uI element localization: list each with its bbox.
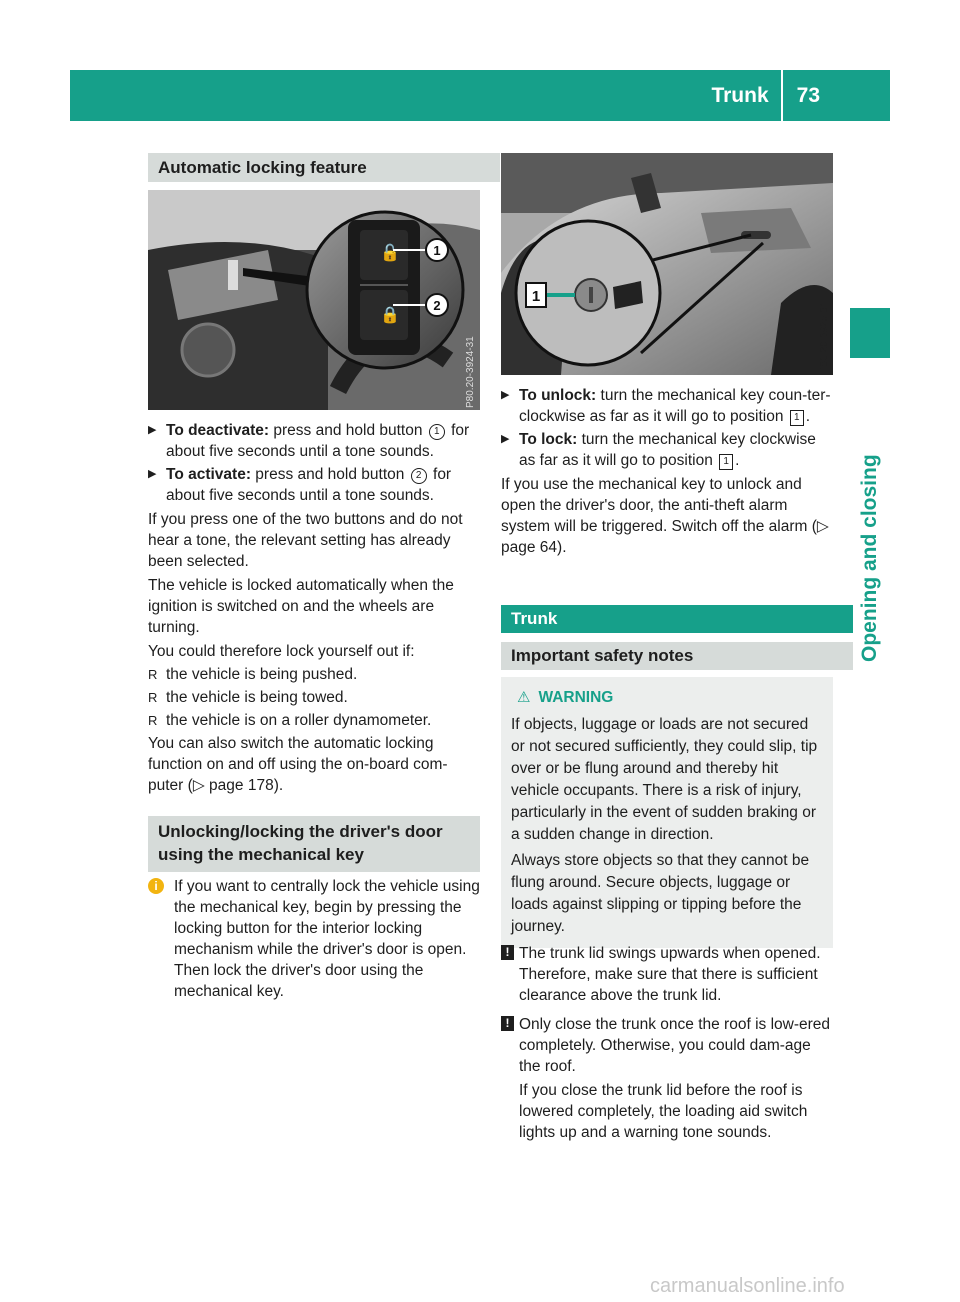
section-heading-mechanical-key: [148, 816, 480, 872]
paragraph-text: If you use the mechanical key to unlock and open the driver's door, the anti-theft alarm system will be triggered. Switch off the alarm (: [501, 476, 817, 535]
list-item-text: the vehicle is being towed.: [166, 689, 348, 706]
left-body: [148, 420, 480, 796]
list-item: [148, 710, 480, 731]
page-header: [711, 70, 820, 121]
heading-text: Automatic locking feature: [158, 158, 367, 177]
warning-header: [517, 687, 823, 708]
paragraph-anti-theft: [501, 474, 833, 558]
info-note: [148, 876, 480, 1002]
step-lock: [501, 429, 833, 471]
warning-text: If objects, luggage or loads are not secured or not secured sufficiently, they could slip, tip over or be flung around and thereby hit vehicle occupants. There is a risk of injury, particularly in the event of sudden braking or a sudden change in direction.: [511, 716, 818, 843]
step-text: turn the mechanical key coun-ter-clockwise as far as it will go to position: [519, 387, 831, 425]
note-text: Only close the trunk once the roof is low-ered completely. Otherwise, you could dam-age the roof.: [519, 1016, 831, 1075]
callout-1-label: 1: [531, 288, 541, 305]
warning-text: Always store objects so that they cannot be flung around. Secure objects, luggage or loads against slipping or tipping before the journey.: [511, 852, 810, 935]
chapter-label-text: Opening and closing: [858, 454, 881, 662]
step-label: To activate:: [166, 466, 251, 483]
callout-1-label: 1: [433, 243, 441, 258]
paragraph: You could therefore lock yourself out if:: [148, 643, 415, 660]
header-separator: [781, 70, 783, 121]
page-link[interactable]: page 178).: [204, 777, 284, 794]
note-roof: [501, 1014, 833, 1143]
step-deactivate: [148, 420, 480, 462]
page-ref-arrow-icon: ▷: [192, 777, 205, 794]
door-buttons-image: [148, 190, 480, 410]
info-icon: i: [148, 878, 164, 894]
note-clearance: [501, 943, 833, 1006]
position-number: 1: [790, 410, 804, 426]
page-link[interactable]: page 64).: [501, 539, 567, 556]
page-header-bar: [70, 70, 890, 121]
door-illustration: [148, 190, 480, 410]
step-label: To lock:: [519, 431, 578, 448]
step-text: press and hold button: [269, 422, 427, 439]
step-text: .: [735, 452, 740, 469]
heading-text: Important safety notes: [511, 646, 694, 665]
note-text: The trunk lid swings upwards when opened. Therefore, make sure that there is sufficient clearance above the trunk lid.: [519, 945, 821, 1004]
note-text: If you close the trunk lid before the roof is lowered completely, the loading aid switch lights up and a warning tone sounds.: [519, 1082, 808, 1141]
subsection-heading-safety: [501, 642, 853, 670]
bullet-icon: R: [148, 690, 158, 705]
step-activate: [148, 464, 480, 506]
car-door-key-image: [501, 153, 833, 375]
step-text: .: [805, 408, 811, 425]
step-unlock: [501, 385, 833, 427]
paragraph: The vehicle is locked automatically when the ignition is switched on and the wheels are turning.: [148, 577, 454, 636]
unlock-icon: 🔓: [380, 243, 400, 262]
position-number: 1: [719, 454, 733, 470]
right-body: [501, 385, 833, 558]
step-arrow-icon: ▶: [148, 424, 157, 436]
section-heading-automatic-locking: [148, 153, 500, 182]
bullet-icon: R: [148, 713, 158, 728]
footer-watermark: carmanualsonline.info: [650, 1275, 845, 1297]
side-tab-marker: [850, 308, 890, 358]
section-heading-trunk: [501, 605, 853, 633]
image-reference: P80.20-3924-31: [465, 336, 476, 408]
warning-triangle-icon: ⚠: [517, 689, 531, 706]
step-arrow-icon: ▶: [501, 389, 510, 401]
notes: [501, 943, 833, 1143]
step-text: for about five seconds until a tone sounds.: [166, 466, 452, 504]
step-text: for about five seconds until a tone sounds.: [166, 422, 470, 460]
button-number: 1: [429, 424, 445, 440]
paragraph-onboard-computer: [148, 733, 480, 796]
paragraph: If you press one of the two buttons and do not hear a tone, the relevant setting has already been selected.: [148, 511, 463, 570]
image-reference: P80.20-3925-31: [819, 301, 830, 373]
step-arrow-icon: ▶: [501, 433, 510, 445]
list-item-text: the vehicle is on a roller dynamometer.: [166, 712, 432, 729]
step-text: press and hold button: [251, 466, 409, 483]
step-label: To deactivate:: [166, 422, 270, 439]
car-illustration: [501, 153, 833, 375]
page-ref-arrow-icon: ▷: [816, 518, 829, 535]
button-number: 2: [411, 468, 427, 484]
header-title: Trunk: [711, 84, 769, 107]
list-item-text: the vehicle is being pushed.: [166, 666, 358, 683]
list-item: [148, 664, 480, 685]
page-number: 73: [796, 84, 820, 107]
step-arrow-icon: ▶: [148, 468, 157, 480]
warning-label: WARNING: [538, 689, 614, 706]
heading-text: Trunk: [511, 609, 558, 628]
info-text: If you want to centrally lock the vehicle using the mechanical key, begin by pressing the locking button for the interior locking mechanism while the driver's door is open. Then lock the driver's door using the mechanical key.: [174, 878, 480, 1000]
step-text: turn the mechanical key clockwise as far as it will go to position: [519, 431, 816, 469]
warning-box: [501, 677, 833, 948]
bullet-icon: R: [148, 667, 158, 682]
lock-icon: 🔒: [380, 305, 400, 324]
list-item: [148, 687, 480, 708]
heading-text: Unlocking/locking the driver's door: [158, 822, 443, 841]
exclamation-icon: !: [501, 1016, 514, 1031]
callout-2-label: 2: [433, 298, 441, 313]
exclamation-icon: !: [501, 945, 514, 960]
heading-text: using the mechanical key: [158, 845, 364, 864]
paragraph-text: You can also switch the automatic locking function on and off using the on-board com-puter (: [148, 735, 448, 794]
step-label: To unlock:: [519, 387, 597, 404]
